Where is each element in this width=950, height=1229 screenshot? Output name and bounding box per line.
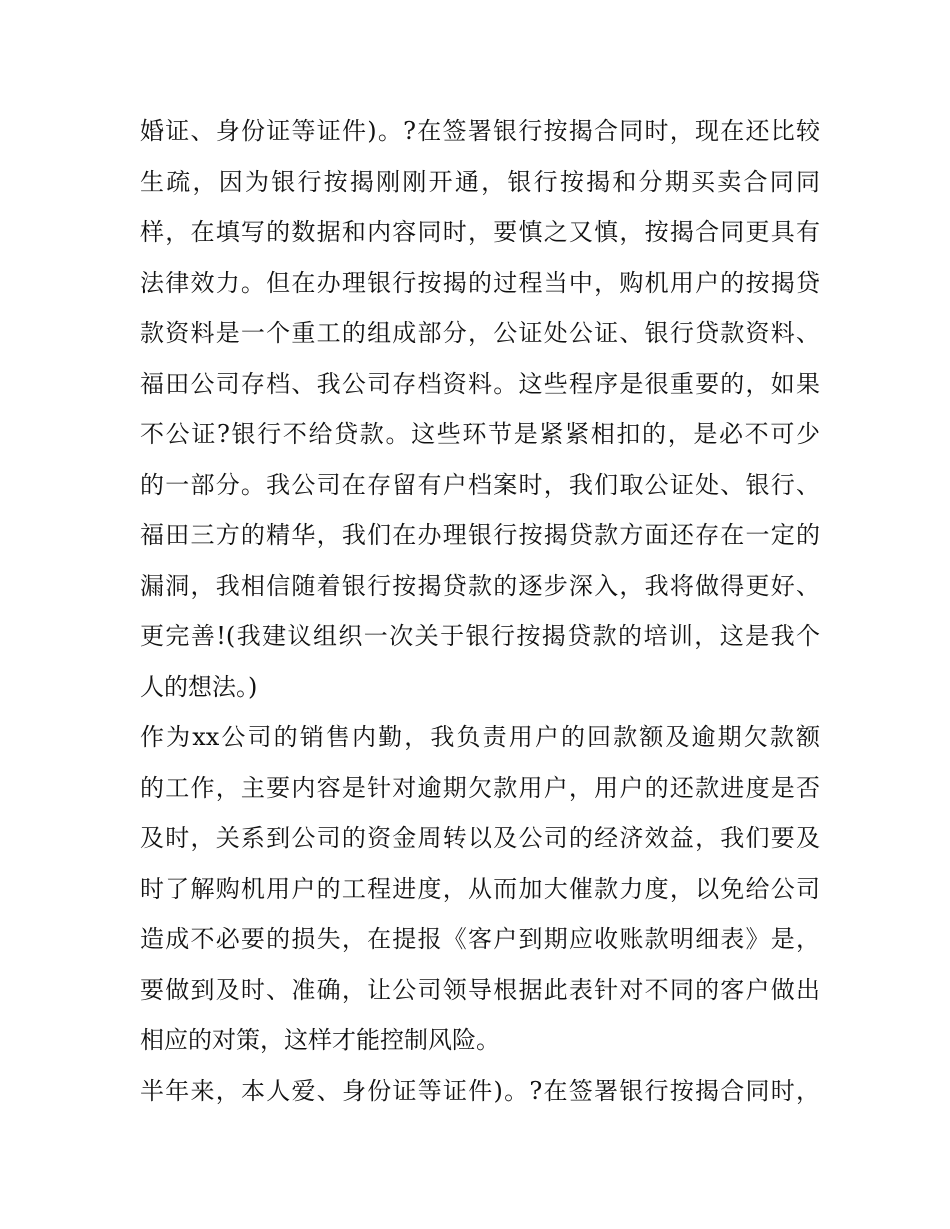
text-line: 半年来，本人爱、身份证等证件)。?在签署银行按揭合同时， [140,1076,820,1105]
text-line: 漏洞，我相信随着银行按揭贷款的逐步深入，我将做得更好、 [140,571,820,600]
text-line: 作为xx公司的销售内勤，我负责用户的回款额及逾期欠款额 [140,723,820,751]
text-line: 的一部分。我公司在存留有户档案时，我们取公证处、银行、 [140,470,820,499]
text-line: 不公证?银行不给贷款。这些环节是紧紧相扣的，是必不可少 [140,420,820,448]
text-line: 的工作，主要内容是针对逾期欠款用户，用户的还款进度是否 [140,773,820,802]
text-line: 时了解购机用户的工程进度，从而加大催款力度，以免给公司 [140,874,820,903]
text-line: 福田公司存档、我公司存档资料。这些程序是很重要的，如果 [140,369,820,398]
text-line: 相应的对策，这样才能控制风险。 [140,1026,500,1054]
text-line: 造成不必要的损失，在提报《客户到期应收账款明细表》是， [140,925,820,953]
text-line: 样，在填写的数据和内容同时，要慎之又慎，按揭合同更具有 [140,218,820,246]
text-line: 款资料是一个重工的组成部分，公证处公证、银行贷款资料、 [140,319,820,347]
text-line: 及时，关系到公司的资金周转以及公司的经济效益，我们要及 [140,824,820,852]
text-line: 更完善!(我建议组织一次关于银行按揭贷款的培训，这是我个 [140,622,820,650]
text-line: 生疏，因为银行按揭刚刚开通，银行按揭和分期买卖合同同 [140,167,820,196]
text-line: 人的想法。) [140,672,258,701]
text-line: 福田三方的精华，我们在办理银行按揭贷款方面还存在一定的 [140,521,820,549]
body-text [140,106,820,1116]
text-line: 要做到及时、准确，让公司领导根据此表针对不同的客户做出 [140,975,820,1004]
text-line: 婚证、身份证等证件)。?在签署银行按揭合同时，现在还比较 [140,117,820,145]
text-line: 法律效力。但在办理银行按揭的过程当中，购机用户的按揭贷 [140,268,820,297]
